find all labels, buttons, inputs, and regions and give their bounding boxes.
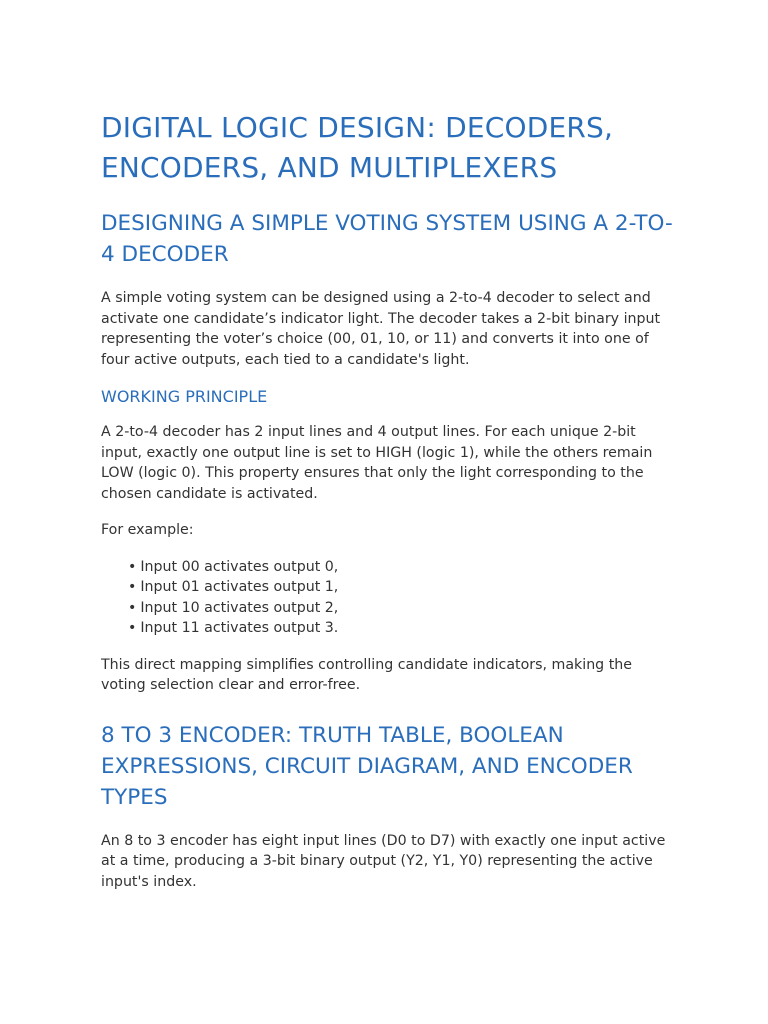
document-page — [101, 108, 681, 908]
list-item-text: Input 10 activates output 2, — [140, 599, 339, 616]
list-item — [128, 557, 681, 578]
bullet-glyph: • — [128, 599, 137, 616]
list-item — [128, 577, 681, 598]
list-item-text: Input 01 activates output 1, — [140, 579, 339, 595]
voting-system-intro-paragraph: A simple voting system can be designed using a 2-to-4 decoder to select and activate one candidate’s indicator light. The decoder takes a 2-bit binary input representing the voter’s choice (00, 01, 10, or 11) and converts it into one of four active outputs, each tied to a candidate's light. — [101, 290, 661, 368]
document-title: DIGITAL LOGIC DESIGN: DECODERS, ENCODERS, AND MULTIPLEXERS — [101, 111, 614, 184]
bullet-glyph: • — [128, 558, 137, 575]
bullet-glyph: • — [128, 620, 137, 636]
working-principle-paragraph: A 2-to-4 decoder has 2 input lines and 4 output lines. For each unique 2-bit input, exactly one output line is set to HIGH (logic 1), while the others remain LOW (logic 0). This property ensures that only the light corresponding to the chosen candidate is activated. — [101, 424, 653, 502]
example-intro-text: For example: — [101, 522, 194, 538]
section-heading-encoder: 8 TO 3 ENCODER: TRUTH TABLE, BOOLEAN EXPRESSIONS, CIRCUIT DIAGRAM, AND ENCODER TYPES — [101, 722, 633, 810]
encoder-intro-paragraph: An 8 to 3 encoder has eight input lines (D0 to D7) with exactly one input active at a time, producing a 3-bit binary output (Y2, Y1, Y0) representing the active input's index. — [101, 832, 666, 890]
list-item — [128, 598, 681, 619]
bullet-glyph: • — [128, 579, 137, 595]
conclusion-paragraph: This direct mapping simplifies controlling candidate indicators, making the voting selection clear and error-free. — [101, 656, 632, 693]
subheading-working-principle: WORKING PRINCIPLE — [101, 387, 268, 406]
example-list — [101, 557, 681, 639]
list-item-text: Input 00 activates output 0, — [140, 558, 339, 575]
list-item-text: Input 11 activates output 3. — [140, 620, 339, 636]
section-heading-voting-system: DESIGNING A SIMPLE VOTING SYSTEM USING A 2-TO-4 DECODER — [101, 211, 673, 267]
list-item — [128, 618, 681, 639]
